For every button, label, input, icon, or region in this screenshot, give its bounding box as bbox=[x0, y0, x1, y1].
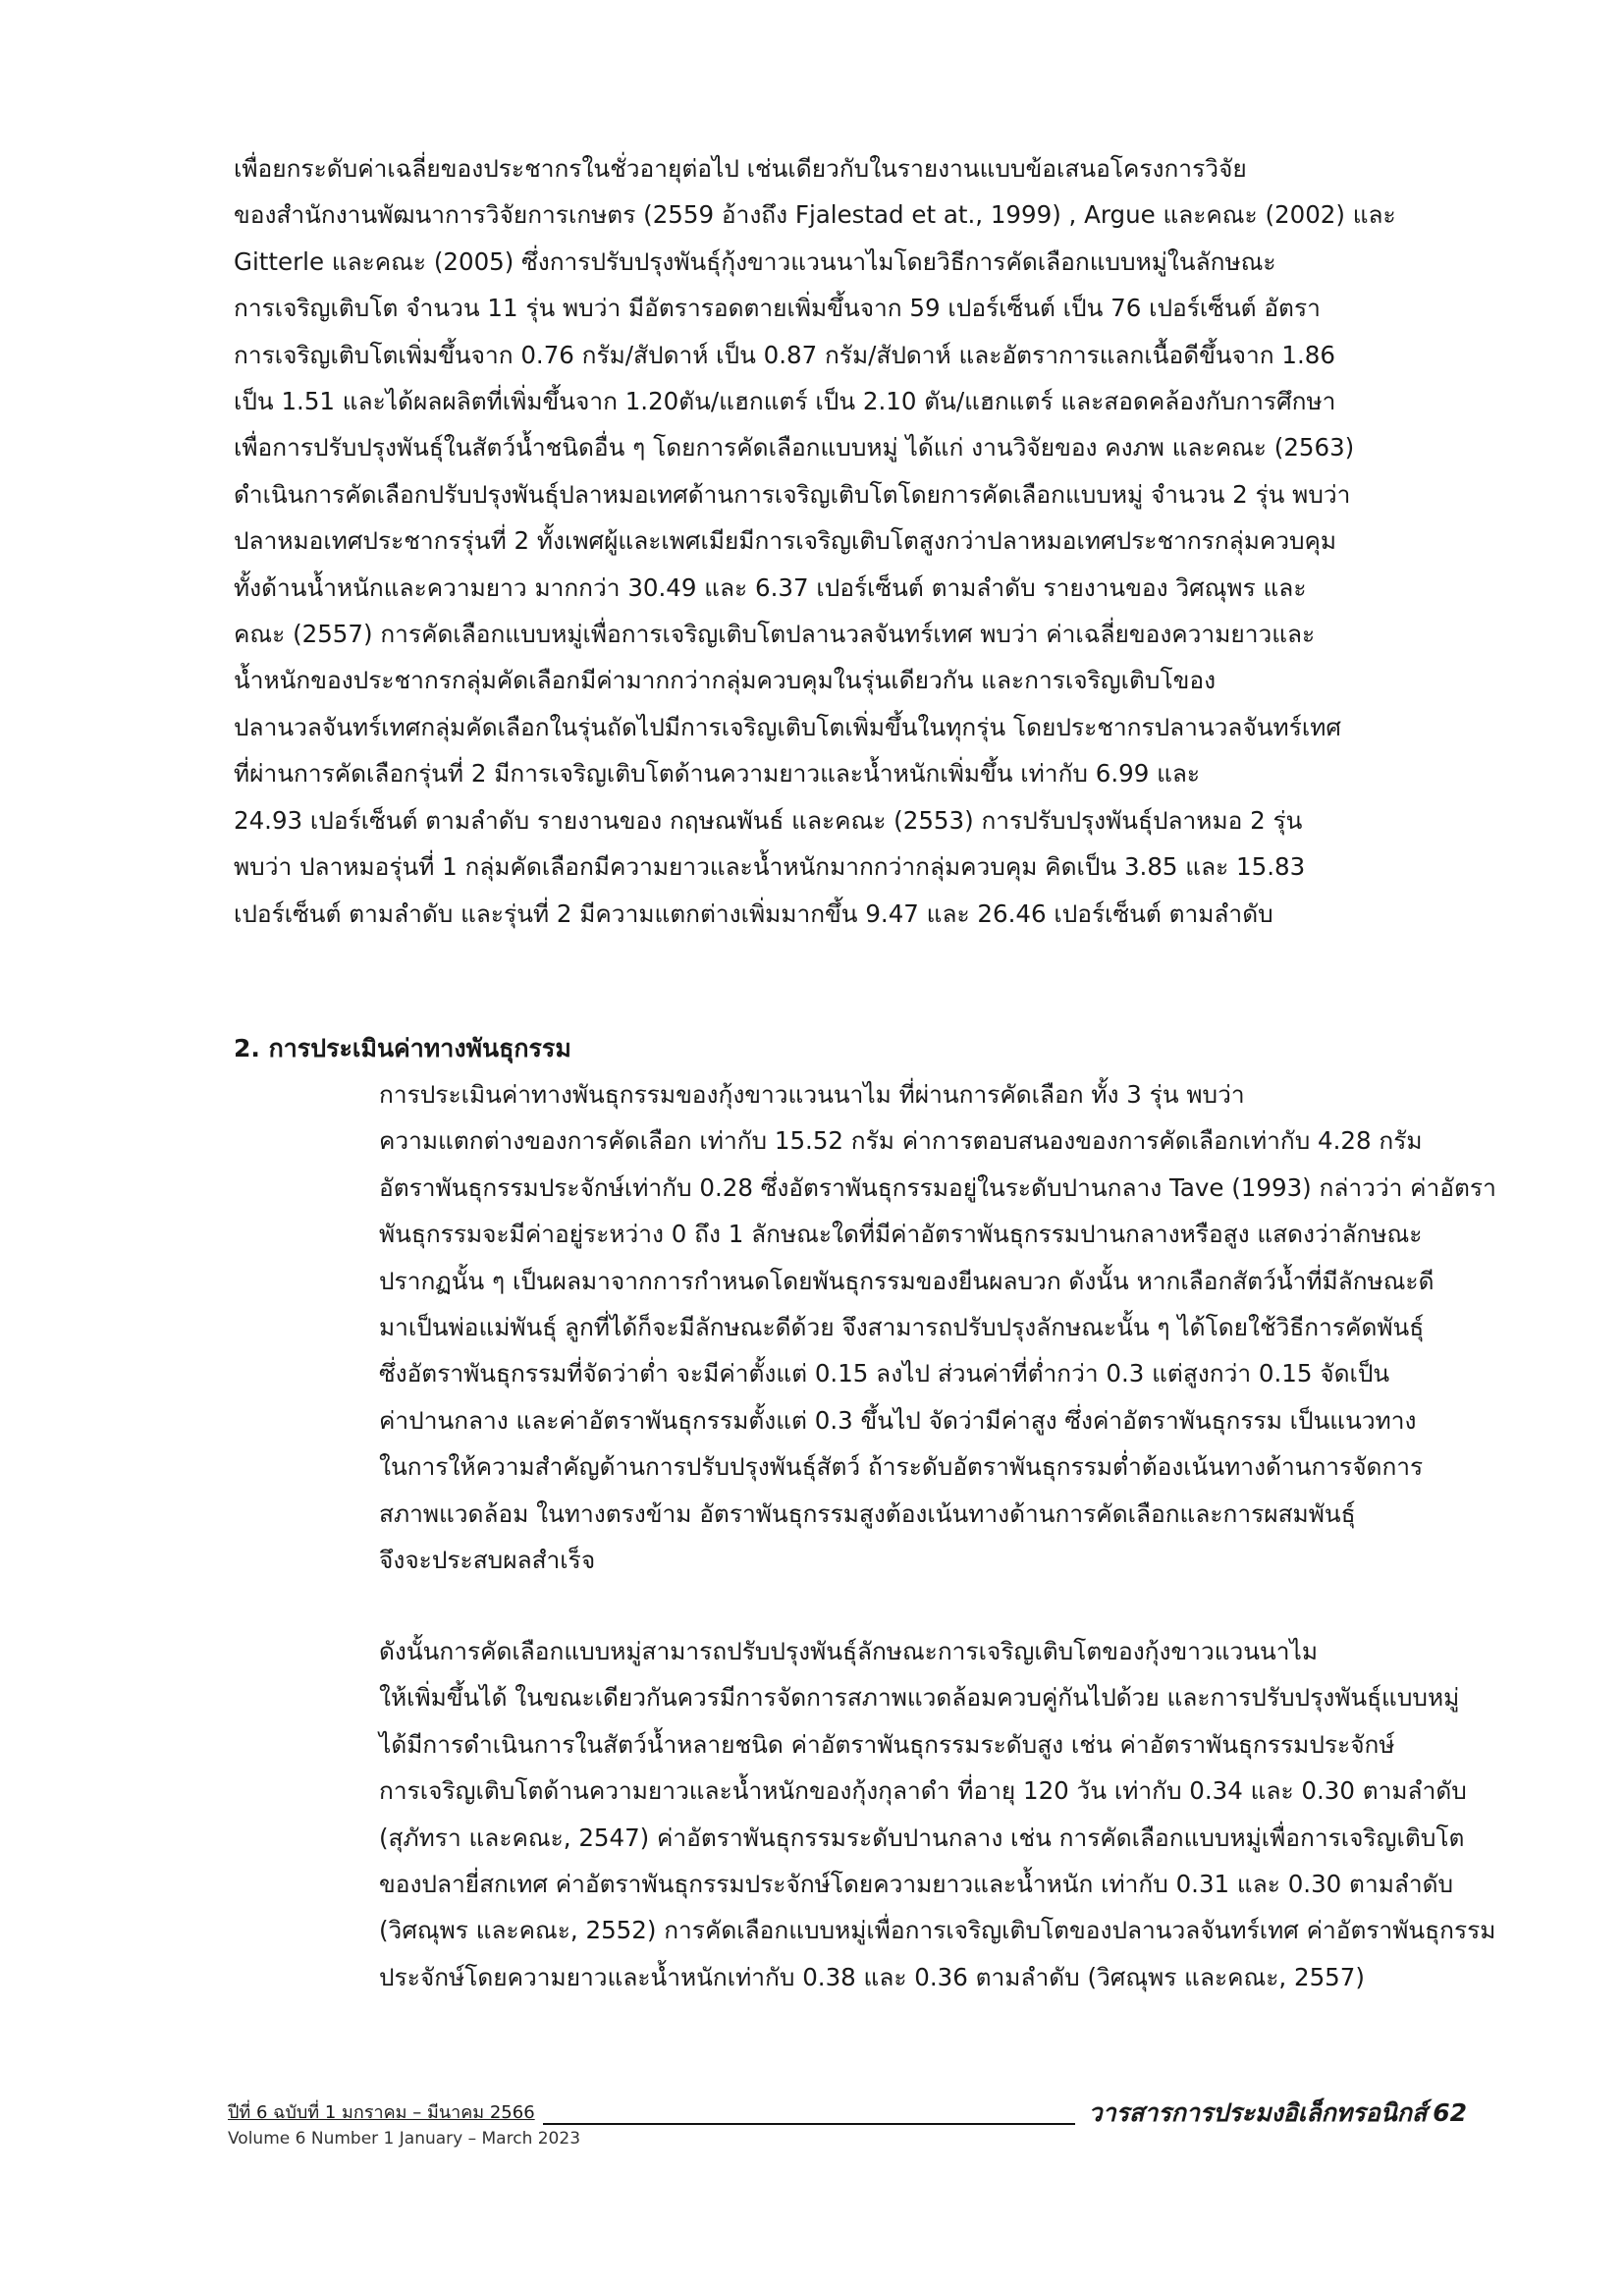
paragraph-1 bbox=[234, 145, 1463, 937]
text-line: ให้เพิ่มขึ้นได้ ในขณะเดียวกันควรมีการจัดการสภาพแวดล้อมควบคู่กันไปด้วย และการปรับปรุงพันธุ์แบบหมู่ bbox=[379, 1683, 1460, 1713]
text-line: ปลานวลจันทร์เทศกลุ่มคัดเลือกในรุ่นถัดไปมีการเจริญเติบโตเพิ่มขึ้นในทุกรุ่น โดยประชากรปลานวลจันทร์เทศ bbox=[234, 712, 1341, 741]
text-line: จึงจะประสบผลสำเร็จ bbox=[379, 1546, 596, 1575]
text-line: ปรากฏนั้น ๆ เป็นผลมาจากการกำหนดโดยพันธุกรรมของยีนผลบวก ดังนั้น หากเลือกสัตว์น้ำที่มีลักษณะดี bbox=[379, 1266, 1435, 1295]
text-line: อัตราพันธุกรรมประจักษ์เท่ากับ 0.28 ซึ่งอัตราพันธุกรรมอยู่ในระดับปานกลาง Tave (1993) กล่าวว่า ค่าอัตรา bbox=[379, 1172, 1496, 1202]
text-line: ปลาหมอเทศประชากรรุ่นที่ 2 ทั้งเพศผู้และเพศเมียมีการเจริญเติบโตสูงกว่าปลาหมอเทศประชากรกลุ่มควบคุม bbox=[234, 526, 1337, 556]
text-line: 24.93 เปอร์เซ็นต์ ตามลำดับ รายงานของ กฤษณพันธ์ และคณะ (2553) การปรับปรุงพันธุ์ปลาหมอ 2 รุ่น bbox=[234, 805, 1303, 835]
text-line: (สุภัทรา และคณะ, 2547) ค่าอัตราพันธุกรรมระดับปานกลาง เช่น การคัดเลือกแบบหมู่เพื่อการเจริญเติบโต bbox=[379, 1823, 1465, 1852]
text-line: เปอร์เซ็นต์ ตามลำดับ และรุ่นที่ 2 มีความแตกต่างเพิ่มมากขึ้น 9.47 และ 26.46 เปอร์เซ็นต์ ตามลำดับ bbox=[234, 898, 1273, 928]
page-number: 62 bbox=[1433, 2098, 1467, 2127]
text-line: สภาพแวดล้อม ในทางตรงข้าม อัตราพันธุกรรมสูงต้องเน้นทางด้านการคัดเลือกและการผสมพันธุ์ bbox=[379, 1498, 1356, 1528]
text-line: เพื่อการปรับปรุงพันธุ์ในสัตว์น้ำชนิดอื่น ๆ โดยการคัดเลือกแบบหมู่ ได้แก่ งานวิจัยของ คงภพ และคณะ (2563) bbox=[234, 433, 1355, 463]
text-line: น้ำหนักของประชากรกลุ่มคัดเลือกมีค่ามากกว่ากลุ่มควบคุมในรุ่นเดียวกัน และการเจริญเติบโของ bbox=[234, 666, 1217, 695]
text-line: ค่าปานกลาง และค่าอัตราพันธุกรรมตั้งแต่ 0.3 ขึ้นไป จัดว่ามีค่าสูง ซึ่งค่าอัตราพันธุกรรม เป็นแนวทาง bbox=[379, 1405, 1417, 1435]
journal-name: วารสารการประมงอิเล็กทรอนิกส์ bbox=[1088, 2098, 1428, 2127]
text-line: ความแตกต่างของการคัดเลือก เท่ากับ 15.52 กรัม ค่าการตอบสนองของการคัดเลือกเท่ากับ 4.28 กรัม bbox=[379, 1126, 1423, 1156]
text-line: ทั้งด้านน้ำหนักและความยาว มากกว่า 30.49 และ 6.37 เปอร์เซ็นต์ ตามลำดับ รายงานของ วิศณุพร และ bbox=[234, 572, 1307, 602]
text-line: ดังนั้นการคัดเลือกแบบหมู่สามารถปรับปรุงพันธุ์ลักษณะการเจริญเติบโตของกุ้งขาวแวนนาไม bbox=[379, 1637, 1319, 1665]
text-line: (วิศณุพร และคณะ, 2552) การคัดเลือกแบบหมู่เพื่อการเจริญเติบโตของปลานวลจันทร์เทศ ค่าอัตราพันธุกรรม bbox=[379, 1916, 1496, 1945]
text-line: การประเมินค่าทางพันธุกรรมของกุ้งขาวแวนนาไม ที่ผ่านการคัดเลือก ทั้ง 3 รุ่น พบว่า bbox=[379, 1080, 1245, 1109]
section2-paragraph-2 bbox=[234, 1628, 1496, 2000]
text-line: การเจริญเติบโตเพิ่มขึ้นจาก 0.76 กรัม/สัปดาห์ เป็น 0.87 กรัม/สัปดาห์ และอัตราการแลกเนื้อดีขึ้นจาก 1.86 bbox=[234, 340, 1335, 369]
footer-issue-english: Volume 6 Number 1 January – March 2023 bbox=[228, 2129, 581, 2149]
footer-journal bbox=[1075, 2094, 1467, 2133]
text-line: ของปลายี่สกเทศ ค่าอัตราพันธุกรรมประจักษ์โดยความยาวและน้ำหนัก เท่ากับ 0.31 และ 0.30 ตามลำดับ bbox=[379, 1870, 1454, 1899]
text-line: ในการให้ความสำคัญด้านการปรับปรุงพันธุ์สัตว์ ถ้าระดับอัตราพันธุกรรมต่ำต้องเน้นทางด้านการจัดการ bbox=[379, 1452, 1424, 1482]
text-line: พบว่า ปลาหมอรุ่นที่ 1 กลุ่มคัดเลือกมีความยาวและน้ำหนักมากกว่ากลุ่มควบคุม คิดเป็น 3.85 และ 15.83 bbox=[234, 852, 1306, 882]
section2-paragraph-1 bbox=[234, 1071, 1496, 1583]
text-line: การเจริญเติบโต จำนวน 11 รุ่น พบว่า มีอัตรารอดตายเพิ่มขึ้นจาก 59 เปอร์เซ็นต์ เป็น 76 เปอร์เซ็นต์ อัตรา bbox=[234, 294, 1321, 323]
text-line: Gitterle และคณะ (2005) ซึ่งการปรับปรุงพันธุ์กุ้งขาวแวนนาไมโดยวิธีการคัดเลือกแบบหมู่ในลักษณะ bbox=[234, 246, 1276, 276]
footer-issue-thai: ปีที่ 6 ฉบับที่ 1 มกราคม – มีนาคม 2566 bbox=[228, 2097, 543, 2126]
text-line: เป็น 1.51 และได้ผลผลิตที่เพิ่มขึ้นจาก 1.20ตัน/แฮกแตร์ เป็น 2.10 ตัน/แฮกแตร์ และสอดคล้องกับการศึกษา bbox=[234, 387, 1336, 416]
text-line: ดำเนินการคัดเลือกปรับปรุงพันธุ์ปลาหมอเทศด้านการเจริญเติบโตโดยการคัดเลือกแบบหมู่ จำนวน 2 รุ่น พบว่า bbox=[234, 479, 1351, 509]
text-line: การเจริญเติบโตด้านความยาวและน้ำหนักของกุ้งกุลาดำ ที่อายุ 120 วัน เท่ากับ 0.34 และ 0.30 ตามลำดับ bbox=[379, 1776, 1467, 1806]
text-line: พันธุกรรมจะมีค่าอยู่ระหว่าง 0 ถึง 1 ลักษณะใดที่มีค่าอัตราพันธุกรรมปานกลางหรือสูง แสดงว่าลักษณะ bbox=[379, 1220, 1423, 1249]
section-heading: 2. การประเมินค่าทางพันธุกรรม bbox=[234, 1034, 571, 1062]
text-line: เพื่อยกระดับค่าเฉลี่ยของประชากรในชั่วอายุต่อไป เช่นเดียวกับในรายงานแบบข้อเสนอโครงการวิจัย bbox=[234, 154, 1247, 183]
text-line: มาเป็นพ่อแม่พันธุ์ ลูกที่ได้ก็จะมีลักษณะดีด้วย จึงสามารถปรับปรุงลักษณะนั้น ๆ ได้โดยใช้วิธีการคัดพันธุ์ bbox=[379, 1313, 1425, 1342]
text-line: ของสำนักงานพัฒนาการวิจัยการเกษตร (2559 อ้างถึง Fjalestad et at., 1999) , Argue และคณะ (2002) และ bbox=[234, 200, 1396, 230]
page-footer bbox=[228, 2098, 1467, 2160]
text-line: ประจักษ์โดยความยาวและน้ำหนักเท่ากับ 0.38 และ 0.36 ตามลำดับ (วิศณุพร และคณะ, 2557) bbox=[379, 1962, 1365, 1991]
text-line: คณะ (2557) การคัดเลือกแบบหมู่เพื่อการเจริญเติบโตปลานวลจันทร์เทศ พบว่า ค่าเฉลี่ยของความยาวและ bbox=[234, 620, 1316, 649]
text-line: ได้มีการดำเนินการในสัตว์น้ำหลายชนิด ค่าอัตราพันธุกรรมระดับสูง เช่น ค่าอัตราพันธุกรรมประจักษ์ bbox=[379, 1729, 1395, 1759]
text-line: ที่ผ่านการคัดเลือกรุ่นที่ 2 มีการเจริญเติบโตด้านความยาวและน้ำหนักเพิ่มขึ้น เท่ากับ 6.99 และ bbox=[234, 759, 1201, 789]
text-line: ซึ่งอัตราพันธุกรรมที่จัดว่าต่ำ จะมีค่าตั้งแต่ 0.15 ลงไป ส่วนค่าที่ต่ำกว่า 0.3 แต่สูงกว่า 0.15 จัดเป็น bbox=[379, 1359, 1390, 1388]
